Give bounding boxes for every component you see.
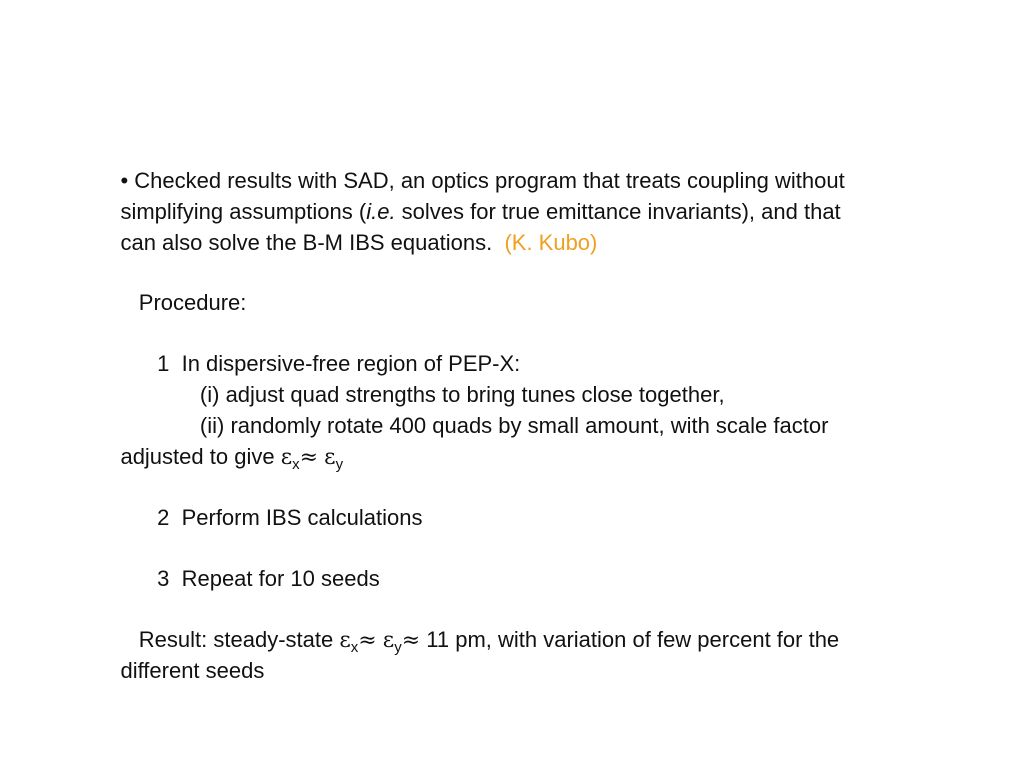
result-suffix: 11 pm, with variation of few percent for the: [420, 627, 840, 652]
bullet-text-2-pre: simplifying assumptions (: [120, 199, 367, 224]
epsilon-symbol: ε: [382, 628, 395, 653]
step-1-i-text: (i) adjust quad strengths to bring tunes close together,: [120, 382, 725, 407]
epsilon-symbol: ε: [280, 445, 293, 470]
bullet-text-1: • Checked results with SAD, an optics program that treats coupling without: [120, 168, 845, 193]
step-2-text: 2 Perform IBS calculations: [120, 505, 423, 530]
subscript-x: x: [350, 639, 359, 656]
approx-symbol: ≈: [358, 628, 377, 653]
author-credit: (K. Kubo): [504, 230, 598, 255]
bullet-text-3: can also solve the B-M IBS equations.: [120, 230, 505, 255]
epsilon-symbol: ε: [339, 628, 351, 653]
subscript-y: y: [335, 456, 344, 473]
ie-abbreviation: i.e.: [366, 199, 396, 224]
subscript-x: x: [292, 456, 300, 473]
step-3-text: 3 Repeat for 10 seeds: [120, 566, 380, 591]
epsilon-symbol: ε: [324, 445, 336, 470]
step-1-ii-text: (ii) randomly rotate 400 quads by small amount, with scale factor: [120, 413, 829, 438]
approx-symbol: ≈: [299, 445, 319, 470]
result-line-2-text: different seeds: [120, 658, 265, 683]
result-prefix: Result: steady-state: [120, 627, 340, 652]
procedure-heading-text: Procedure:: [120, 290, 247, 315]
subscript-y: y: [394, 639, 402, 656]
step-1-text: 1 In dispersive-free region of PEP-X:: [120, 351, 521, 376]
result-line-2: [96, 626, 264, 716]
bullet-text-2-post: solves for true emittance invariants), and that: [395, 199, 841, 224]
approx-symbol: ≈: [401, 628, 421, 653]
step-1-cont-text: adjusted to give: [120, 444, 281, 469]
